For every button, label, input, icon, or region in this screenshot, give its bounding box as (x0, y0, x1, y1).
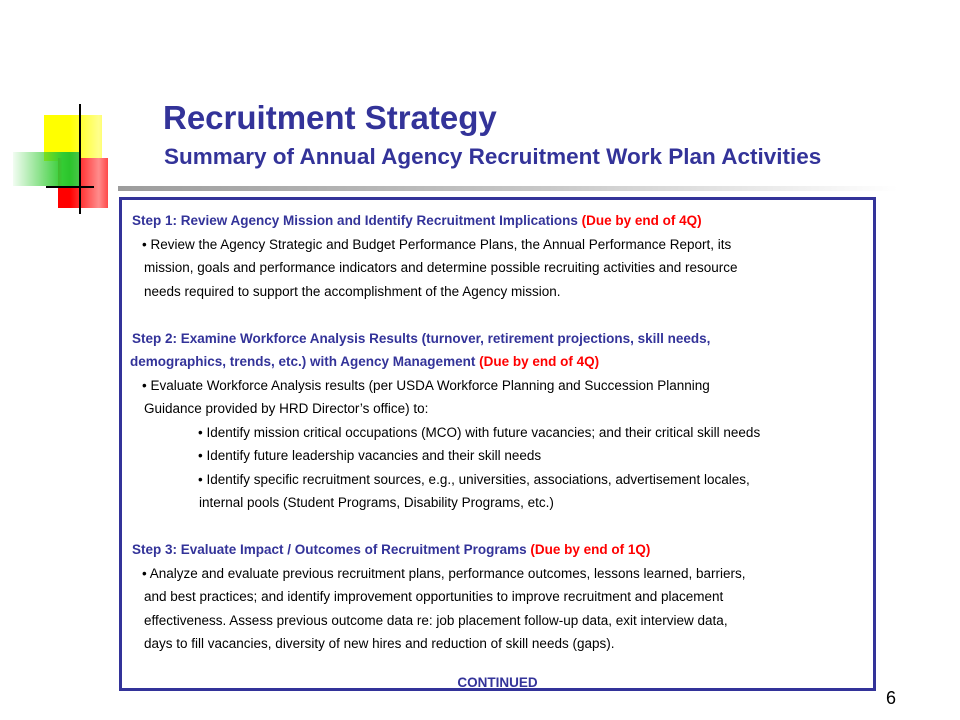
step-3-bullet-line: • Analyze and evaluate previous recruitment plans, performance outcomes, lessons learned, barriers, (142, 565, 746, 581)
step-2-bullet-line: • Evaluate Workforce Analysis results (per USDA Workforce Planning and Succession Planning (142, 377, 710, 393)
step-1-bullet-line: mission, goals and performance indicators and determine possible recruiting activities and resource (144, 260, 738, 275)
step-3-bullet-line: effectiveness. Assess previous outcome data re: job placement follow-up data, exit interview data, (144, 612, 728, 628)
title-underline-rule (118, 186, 898, 191)
step-2-sub-bullet: • Identify future leadership vacancies and their skill needs (198, 448, 542, 463)
decorative-horizontal-line (46, 186, 94, 188)
decorative-glow (70, 108, 118, 210)
slide-title: Recruitment Strategy (163, 99, 497, 136)
step-2-sub-bullet: internal pools (Student Programs, Disability Programs, etc.) (199, 495, 554, 510)
step-2-heading-line: Step 2: Examine Workforce Analysis Results (turnover, retirement projections, skill needs, (132, 330, 711, 346)
step-2-bullet-line: Guidance provided by HRD Director’s office) to: (144, 401, 429, 416)
step-1-title: Step 1: Review Agency Mission and Identify Recruitment Implications (132, 213, 578, 228)
step-3-title: Step 3: Evaluate Impact / Outcomes of Recruitment Programs (132, 542, 527, 557)
content-box (119, 197, 876, 691)
step-1-bullet-line: • Review the Agency Strategic and Budget Performance Plans, the Annual Performance Report, its (142, 236, 732, 252)
step-2-sub-bullet: • Identify mission critical occupations (MCO) with future vacancies; and their critical skill needs (198, 424, 761, 440)
step-1-bullet-line: needs required to support the accomplishment of the Agency mission. (144, 283, 561, 299)
step-3-bullet-line: and best practices; and identify improvement opportunities to improve recruitment and placement (144, 589, 724, 604)
spacer (132, 515, 873, 539)
step-2-sub-bullet: • Identify specific recruitment sources, e.g., universities, associations, advertisement locales, (198, 471, 750, 487)
step-2-due: (Due by end of 4Q) (479, 354, 600, 369)
spacer (132, 303, 873, 327)
continued-label: CONTINUED (457, 674, 538, 690)
slide-subtitle: Summary of Annual Agency Recruitment Work Plan Activities (164, 144, 822, 169)
step-3-due: (Due by end of 1Q) (530, 542, 651, 557)
page-number: 6 (886, 688, 897, 708)
decorative-vertical-line (79, 104, 81, 214)
step-1-due: (Due by end of 4Q) (581, 213, 702, 228)
step-3-bullet-line: days to fill vacancies, diversity of new hires and reduction of skill needs (gaps). (144, 636, 615, 651)
step-2-title: demographics, trends, etc.) with Agency Management (130, 354, 476, 369)
step-3-heading (132, 538, 873, 562)
step-1-heading (132, 209, 873, 233)
step-2-heading (130, 350, 890, 374)
